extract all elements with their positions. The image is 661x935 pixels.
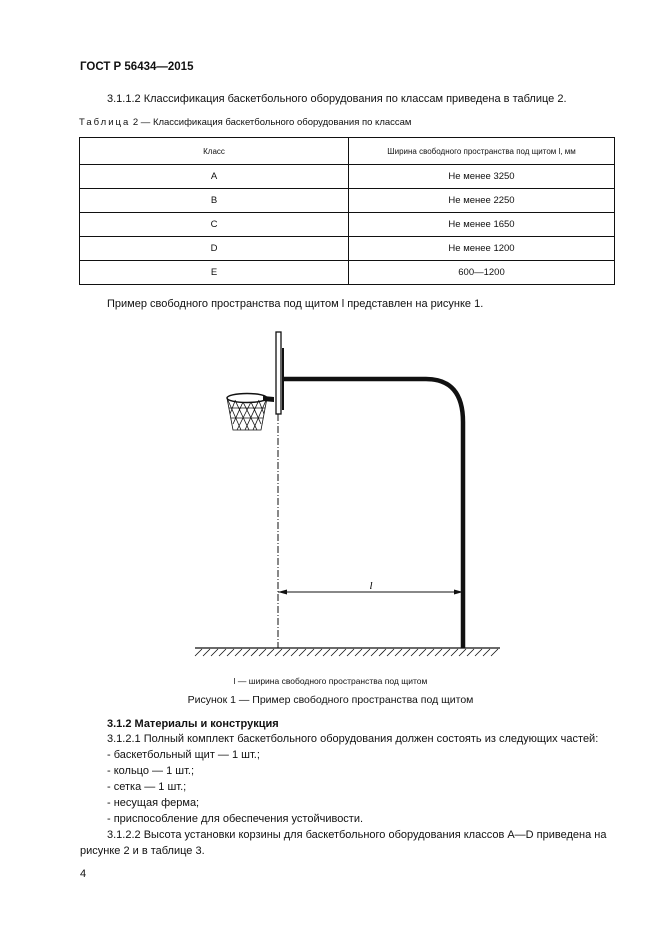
figure-caption: Рисунок 1 — Пример свободного пространства под щитом [187,694,474,706]
cell-width: 600—1200 [349,261,615,285]
cell-width: Не менее 3250 [349,165,615,189]
dimension-label: l [369,580,373,592]
table-caption-prefix: Таблица [79,117,131,128]
cell-width: Не менее 1200 [349,237,615,261]
section-paragraph-2-line-1: 3.1.2.2 Высота установки корзины для баскетбольного оборудования классов A—D приведена на [107,829,607,841]
basketball-stand-figure [190,330,500,660]
rim-bracket [263,396,274,402]
section-heading: 3.1.2 Материалы и конструкция [107,718,279,730]
list-item: - несущая ферма; [107,797,200,809]
table-row [80,189,615,213]
ground-hatching [195,649,498,656]
table-row [80,165,615,189]
dimension-arrow-left [278,590,287,595]
list-item: - кольцо — 1 шт.; [107,765,195,777]
classification-table [79,137,615,285]
section-paragraph-2-line-2: рисунке 2 и в таблице 3. [80,845,205,857]
table-row [80,213,615,237]
cell-width: Не менее 1650 [349,213,615,237]
page-number: 4 [80,868,87,880]
table-row [80,237,615,261]
section-paragraph-1: 3.1.2.1 Полный комплект баскетбольного оборудования должен состоять из следующих частей: [107,733,599,745]
figure-legend: l — ширина свободного пространства под щитом [233,676,428,686]
rim [227,394,267,403]
support-frame [283,379,463,648]
list-item: - приспособление для обеспечения устойчивости. [107,813,364,825]
cell-class: E [80,261,349,285]
list-item: - сетка — 1 шт.; [107,781,187,793]
table-row [80,261,615,285]
backboard [276,332,281,414]
header-class: Класс [80,138,349,165]
cell-class: B [80,189,349,213]
list-item: - баскетбольный щит — 1 шт.; [107,749,260,761]
example-paragraph: Пример свободного пространства под щитом l представлен на рисунке 1. [107,298,484,310]
header-width: Ширина свободного пространства под щитом l, мм [349,138,615,165]
cell-class: D [80,237,349,261]
document-code: ГОСТ Р 56434—2015 [80,61,194,73]
table-caption [79,117,411,128]
cell-class: C [80,213,349,237]
table-header-row [80,138,615,165]
cell-width: Не менее 2250 [349,189,615,213]
intro-paragraph: 3.1.1.2 Классификация баскетбольного оборудования по классам приведена в таблице 2. [107,93,567,105]
cell-class: A [80,165,349,189]
table-caption-text: 2 — Классификация баскетбольного оборудования по классам [130,117,412,128]
